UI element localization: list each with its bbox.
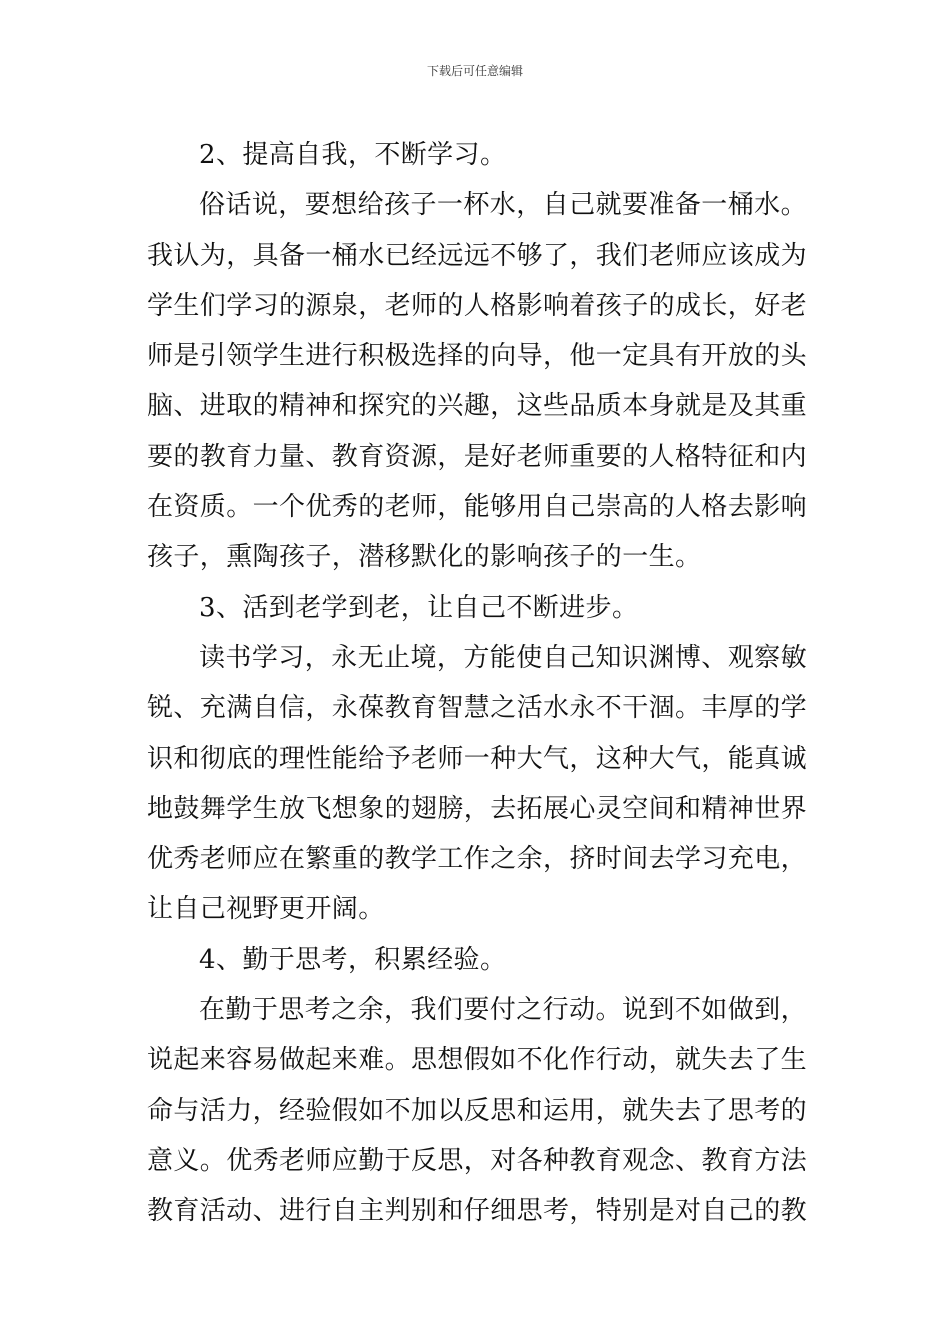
section-heading-4: 4、勤于思考，积累经验。	[199, 944, 507, 975]
paragraph: 在勤于思考之余，我们要付之行动。说到不如做到，说起来容易做起来难。思想假如不化作行动，就失去了生命与活力，经验假如不加以反思和运用，就失去了思考的意义。优秀老师应勤于反思，对各种教育观念、教育方法教育活动、进行自主判别和仔细思考，特别是对自己的教	[147, 995, 808, 1227]
document-body	[147, 130, 807, 1237]
paragraph: 俗话说，要想给孩子一杯水，自己就要准备一桶水。我认为，具备一桶水已经远远不够了，我们老师应该成为学生们学习的源泉，老师的人格影响着孩子的成长，好老师是引领学生进行积极选择的向导，他一定具有开放的头脑、进取的精神和探究的兴趣，这些品质本身就是及其重要的教育力量、教育资源，是好老师重要的人格特征和内在资质。一个优秀的老师，能够用自己崇高的人格去影响孩子，熏陶孩子，潜移默化的影响孩子的一生。	[147, 190, 808, 573]
page-header: 下载后可任意编辑	[426, 64, 523, 78]
section-heading-2: 2、提高自我，不断学习。	[199, 140, 507, 170]
section-heading-3: 3、活到老学到老，让自己不断进步。	[199, 592, 639, 623]
paragraph: 读书学习，永无止境，方能使自己知识渊博、观察敏锐、充满自信，永葆教育智慧之活水永不干涸。丰厚的学识和彻底的理性能给予老师一种大气，这种大气，能真诚地鼓舞学生放飞想象的翅膀，去拓展心灵空间和精神世界优秀老师应在繁重的教学工作之余，挤时间去学习充电，让自己视野更开阔。	[147, 642, 808, 925]
